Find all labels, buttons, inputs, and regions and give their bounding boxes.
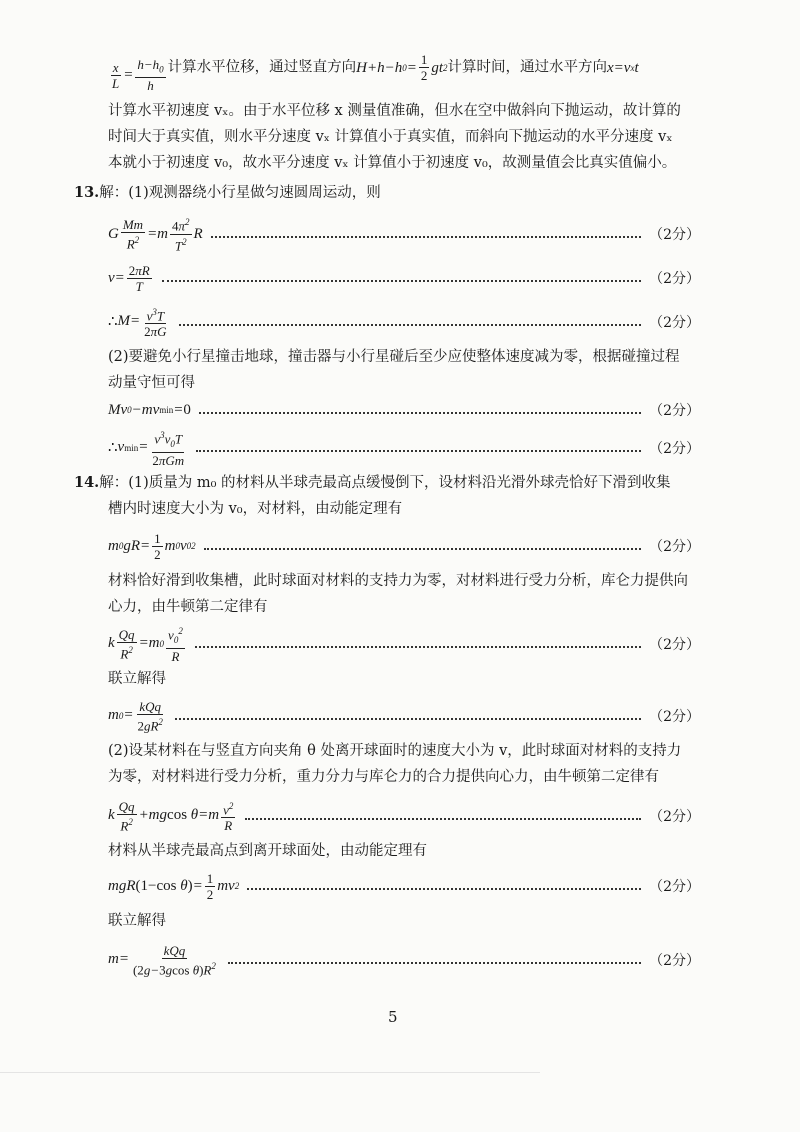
intro-line-4: 本就小于初速度 v₀，故水平分速度 vₓ 计算值小于初速度 v₀，故测量值会比真实值偏小。 bbox=[108, 155, 677, 171]
q14-eq-3: m 0 = $\frac{\text{kQq}}{2gR^2}$ （2分） bbox=[108, 698, 700, 734]
q14-eq-5: mgR (1−cos θ ) = $\frac{1}{2}$ mv 2 （2分） bbox=[108, 870, 700, 902]
q13-heading: 13.解：(1)观测器绕小行星做匀速圆周运动，则 bbox=[74, 184, 381, 201]
q13-eq-5: ∴ v min = $\frac{v^3v_0T}{\text{2πGm}}$ （2分） bbox=[108, 430, 700, 468]
q14-p2-line-2: 为零，对材料进行受力分析，重力分力与库仑力的合力提供向心力，由牛顿第二定律有 bbox=[108, 769, 659, 785]
q13-eq-3: ∴ M= $\frac{v^3T}{2\pi G}$ （2分） bbox=[108, 306, 700, 340]
q13-eq-4: Mv 0 −mv min = 0 （2分） bbox=[108, 401, 700, 419]
q14-joint-2: 联立解得 bbox=[108, 913, 166, 929]
q14-p2-line-1: (2)设某材料在与竖直方向夹角 θ 处离开球面时的速度大小为 v，此时球面对材料的支持力 bbox=[108, 743, 682, 759]
q13-eq-1: G $\frac{Mm}{R^2}$ =m $\frac{4\pi^2}{T^2}$ R （2分） bbox=[108, 216, 700, 253]
q14-p3: 材料从半球壳最高点到离开球面处，由动能定理有 bbox=[108, 843, 427, 859]
q14-p1-line-1: 材料恰好滑到收集槽，此时球面对材料的支持力为零，对材料进行受力分析，库仑力提供向 bbox=[108, 573, 688, 589]
q13-part2-line-2: 动量守恒可得 bbox=[108, 375, 195, 391]
q14-eq-4: k $\frac{Qq}{R^2}$ +mg cos θ=m $\frac{v^2}{R}$ （2分） bbox=[108, 798, 700, 834]
intro-line-3: 时间大于真实值，则水平分速度 vₓ 计算值小于真实值，而斜向下抛运动的水平分速度 vₓ bbox=[108, 129, 673, 145]
scan-edge-line bbox=[0, 1072, 540, 1073]
q14-heading: 14.解：(1)质量为 m₀ 的材料从半球壳最高点缓慢倒下，设材料沿光滑外球壳恰好下滑到收集 bbox=[74, 474, 671, 491]
q14-p1-line-2: 心力，由牛顿第二定律有 bbox=[108, 599, 268, 615]
q14-heading-line-2: 槽内时速度大小为 v₀，对材料，由动能定理有 bbox=[108, 501, 403, 517]
q13-part2-line-1: (2)要避免小行星撞击地球，撞击器与小行星碰后至少应使整体速度减为零，根据碰撞过程 bbox=[108, 349, 680, 365]
q14-eq-2: k $\frac{Qq}{R^2}$ =m 0 $\frac{v_0^2}{R}$ （2分） bbox=[108, 626, 700, 664]
q14-eq-6: m= $\frac{\text{kQq}}{(2g-3gcos \theta)R^2}$ （2分） bbox=[108, 942, 700, 978]
intro-line-2: 计算水平初速度 vₓ。由于水平位移 x 测量值准确，但水在空中做斜向下抛运动，故计算的 bbox=[108, 103, 681, 119]
q13-eq-2: v= $\frac{2\pi R}{T}$ （2分） bbox=[108, 262, 700, 294]
intro-line-1: $\frac{x}{L}$ = $\frac{h-h_0}{h}$ 计算水平位移，通过竖直方向H+h−h 0 = $\frac{1}{2}$ gt 2 计算时间，通过水平方向x=v x t bbox=[112, 52, 639, 94]
page-number: 5 bbox=[388, 1008, 398, 1026]
q14-eq-1: m 0 gR= $\frac{1}{2}$ m 0 v 0 2 （2分） bbox=[108, 530, 700, 562]
q14-joint-1: 联立解得 bbox=[108, 671, 166, 687]
